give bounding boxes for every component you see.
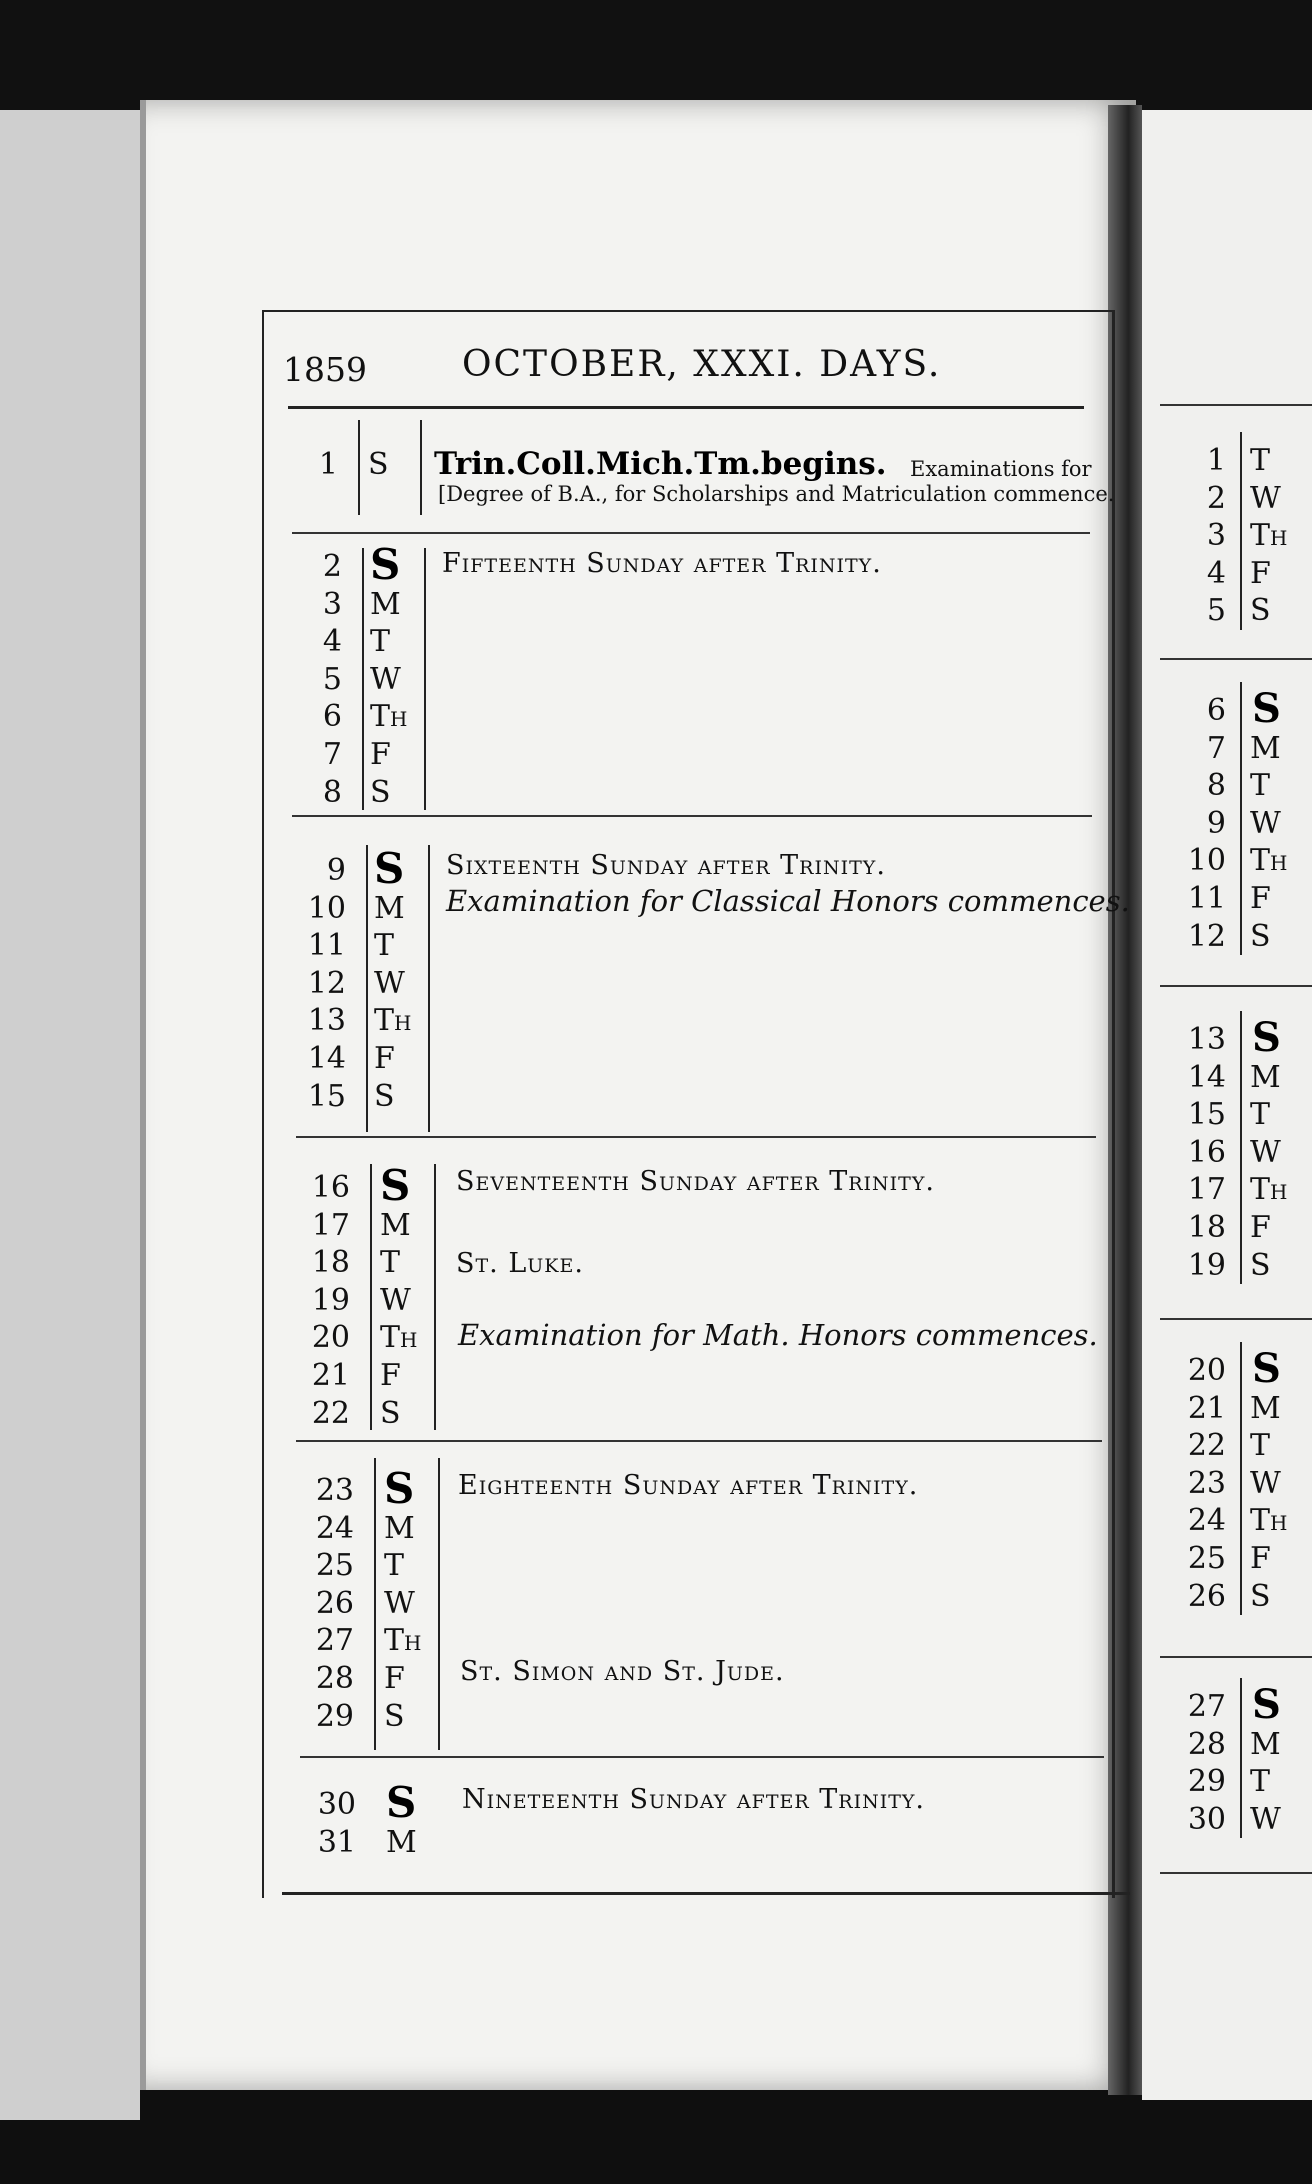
column-divider [424, 548, 426, 810]
next-page-day-number: 21 [1187, 1390, 1226, 1426]
examinations-note: [Degree of B.A., for Scholarships and Matriculation commence. [438, 482, 1115, 506]
sunday-glyph: S [386, 1778, 417, 1827]
weekday-letter: TH [370, 699, 408, 735]
next-page-day-number: 17 [1187, 1172, 1226, 1208]
weekday-letter: F [370, 737, 391, 772]
next-page-day-number: 3 [1206, 518, 1226, 554]
weekday-letter: TH [380, 1320, 418, 1356]
next-page-divider [1240, 1011, 1242, 1284]
day-number: 28 [315, 1661, 354, 1696]
sunday-glyph: S [374, 844, 405, 893]
day-number: 6 [322, 699, 342, 735]
next-page-day-number: 13 [1187, 1022, 1226, 1057]
weekday-letter: M [380, 1207, 411, 1243]
weekday-letter: T [1250, 1764, 1271, 1800]
weekday-letter: T [374, 928, 395, 964]
term-begins-heading: Trin.Coll.Mich.Tm.begins. [434, 446, 887, 482]
next-page-day-number: 19 [1187, 1247, 1226, 1283]
weekday-letter: T [1250, 443, 1271, 478]
next-page-day-number: 16 [1187, 1134, 1226, 1170]
weekday-letter: S [374, 1078, 395, 1114]
column-divider [362, 548, 364, 810]
day-number: 11 [307, 928, 346, 964]
next-page-day-number: 1 [1206, 443, 1226, 478]
column-divider [358, 420, 360, 515]
feast-day-entry: Nineteenth Sunday after Trinity. [462, 1784, 926, 1815]
weekday-letter: W [1250, 1465, 1281, 1501]
weekday-letter: W [384, 1585, 415, 1621]
next-page-day-number: 6 [1206, 693, 1226, 728]
weekday-letter: T [380, 1245, 401, 1281]
weekday-letter: M [386, 1824, 417, 1860]
weekday-letter: TH [1250, 1172, 1288, 1208]
next-page-day-number: 5 [1206, 593, 1226, 629]
sunday-glyph: S [1252, 1345, 1281, 1392]
next-page-rule [1160, 985, 1312, 987]
sunday-glyph: S [370, 540, 401, 589]
next-page-day-number: 20 [1187, 1353, 1226, 1388]
week-rule [296, 1136, 1096, 1138]
next-page-day-number: 29 [1187, 1764, 1226, 1800]
next-page-divider [1240, 1342, 1242, 1615]
day-number: 12 [307, 965, 346, 1001]
weekday-letter: TH [1250, 843, 1288, 879]
examination-note: Examination for Math. Honors commences. [458, 1318, 1098, 1352]
weekday-letter: W [1250, 1801, 1281, 1837]
weekday-letter: S [1250, 1578, 1271, 1614]
sunday-glyph: S [384, 1464, 415, 1513]
next-page-rule [1160, 1318, 1312, 1320]
column-divider [420, 420, 422, 515]
weekday-letter: S [384, 1698, 405, 1734]
next-page-rule [1160, 1656, 1312, 1658]
day-number: 26 [315, 1585, 354, 1621]
next-page-day-number: 24 [1187, 1503, 1226, 1539]
weekday-letter: T [384, 1548, 405, 1584]
day-number: 4 [322, 624, 342, 660]
week-rule [296, 1440, 1102, 1442]
examination-note: Examination for Classical Honors commences. [446, 884, 1130, 918]
examinations-note: Examinations for [910, 457, 1092, 481]
weekday-letter: W [374, 965, 405, 1001]
week-rule [292, 532, 1090, 534]
next-page-day-number: 2 [1206, 480, 1226, 516]
week-rule [300, 1756, 1104, 1758]
day-number: 31 [317, 1824, 356, 1860]
sunday-glyph: S [380, 1161, 411, 1210]
weekday-letter: W [1250, 805, 1281, 841]
day-number: 21 [311, 1358, 350, 1393]
day-number: 27 [315, 1623, 354, 1659]
weekday-letter: M [1250, 1059, 1281, 1095]
day-number: 15 [307, 1078, 346, 1114]
weekday-letter: S [380, 1395, 401, 1431]
next-page-day-number: 4 [1206, 555, 1226, 591]
feast-day-entry: Sixteenth Sunday after Trinity. [446, 850, 886, 881]
weekday-letter: F [1250, 881, 1271, 916]
day-number: 17 [311, 1207, 350, 1243]
weekday-letter: W [1250, 480, 1281, 516]
day-number: 5 [322, 661, 342, 697]
weekday-letter: W [380, 1282, 411, 1318]
weekday-letter: F [1250, 555, 1271, 591]
weekday-letter: TH [384, 1623, 422, 1659]
feast-day-entry: St. Simon and St. Jude. [460, 1656, 785, 1687]
day-number: 24 [315, 1510, 354, 1546]
weekday-letter: T [1250, 1097, 1271, 1133]
previous-page-edge [0, 110, 140, 2120]
next-page-day-number: 30 [1187, 1801, 1226, 1837]
weekday-letter: W [370, 661, 401, 697]
day-number: 2 [322, 549, 342, 584]
next-page-rule [1160, 1872, 1312, 1874]
day-number: 13 [307, 1003, 346, 1039]
sunday-glyph: S [1252, 1014, 1281, 1061]
next-page-day-number: 27 [1187, 1689, 1226, 1724]
weekday-letter: M [384, 1510, 415, 1546]
day-number: 25 [315, 1548, 354, 1584]
next-page-day-number: 25 [1187, 1541, 1226, 1576]
feast-day-entry: St. Luke. [456, 1248, 584, 1279]
header-rule [288, 406, 1084, 409]
next-page-day-number: 22 [1187, 1428, 1226, 1464]
next-page-divider [1240, 1678, 1242, 1838]
next-page-edge [1142, 110, 1312, 2100]
next-page-day-number: 11 [1187, 881, 1226, 916]
weekday-letter: S [1250, 918, 1271, 954]
column-divider [370, 1164, 372, 1430]
feast-day-entry: Seventeenth Sunday after Trinity. [456, 1166, 935, 1197]
weekday-letter: F [1250, 1210, 1271, 1245]
day-number: 7 [322, 737, 342, 772]
next-page-day-number: 28 [1187, 1726, 1226, 1762]
weekday-letter: T [370, 624, 391, 660]
feast-day-entry: Fifteenth Sunday after Trinity. [442, 548, 882, 579]
day-number: 20 [311, 1320, 350, 1356]
next-page-day-number: 26 [1187, 1578, 1226, 1614]
column-divider [434, 1164, 436, 1430]
day-number: 23 [315, 1473, 354, 1508]
next-page-rule [1160, 658, 1312, 660]
weekday-letter: F [1250, 1541, 1271, 1576]
sunday-glyph: S [1252, 685, 1281, 732]
scan-border-top [0, 0, 1312, 110]
weekday-letter: F [380, 1358, 401, 1393]
weekday-letter: S [1250, 593, 1271, 629]
column-divider [428, 845, 430, 1132]
day-number: 19 [311, 1282, 350, 1318]
weekday-letter: F [384, 1661, 405, 1696]
page-year: 1859 [283, 350, 367, 389]
next-page-day-number: 23 [1187, 1465, 1226, 1501]
weekday-letter: M [1250, 730, 1281, 766]
weekday-letter: S [1250, 1247, 1271, 1283]
column-divider [438, 1458, 440, 1750]
day-number: 29 [315, 1698, 354, 1734]
day-number: 30 [317, 1787, 356, 1822]
weekday-letter: S [370, 774, 391, 810]
next-page-day-number: 12 [1187, 918, 1226, 954]
day-number: 9 [326, 853, 346, 888]
weekday-letter: S [368, 447, 389, 482]
weekday-letter: F [374, 1041, 395, 1076]
day-number: 16 [311, 1170, 350, 1205]
next-page-day-number: 10 [1187, 843, 1226, 879]
weekday-letter: TH [1250, 518, 1288, 554]
next-page-day-number: 18 [1187, 1210, 1226, 1245]
next-page-rule [1160, 404, 1312, 406]
week-rule [292, 815, 1092, 817]
weekday-letter: TH [374, 1003, 412, 1039]
day-number: 22 [311, 1395, 350, 1431]
feast-day-entry: Eighteenth Sunday after Trinity. [458, 1470, 919, 1501]
next-page-divider [1240, 682, 1242, 955]
next-page-day-number: 8 [1206, 768, 1226, 804]
day-number: 18 [311, 1245, 350, 1281]
sunday-glyph: S [1252, 1681, 1281, 1728]
next-page-day-number: 7 [1206, 730, 1226, 766]
column-divider [366, 845, 368, 1132]
weekday-letter: M [374, 890, 405, 926]
weekday-letter: W [1250, 1134, 1281, 1170]
day-number: 14 [307, 1041, 346, 1076]
bottom-rule [282, 1892, 1130, 1895]
next-page-divider [1240, 432, 1242, 630]
day-number: 8 [322, 774, 342, 810]
next-page-day-number: 9 [1206, 805, 1226, 841]
column-divider [374, 1458, 376, 1750]
day-number: 10 [307, 890, 346, 926]
weekday-letter: M [1250, 1726, 1281, 1762]
weekday-letter: T [1250, 768, 1271, 804]
next-page-day-number: 15 [1187, 1097, 1226, 1133]
page-title: OCTOBER, XXXI. DAYS. [462, 344, 942, 385]
weekday-letter: M [370, 586, 401, 622]
next-page-day-number: 14 [1187, 1059, 1226, 1095]
day-number: 3 [322, 586, 342, 622]
weekday-letter: T [1250, 1428, 1271, 1464]
weekday-letter: M [1250, 1390, 1281, 1426]
weekday-letter: TH [1250, 1503, 1288, 1539]
day-number: 1 [318, 447, 338, 482]
